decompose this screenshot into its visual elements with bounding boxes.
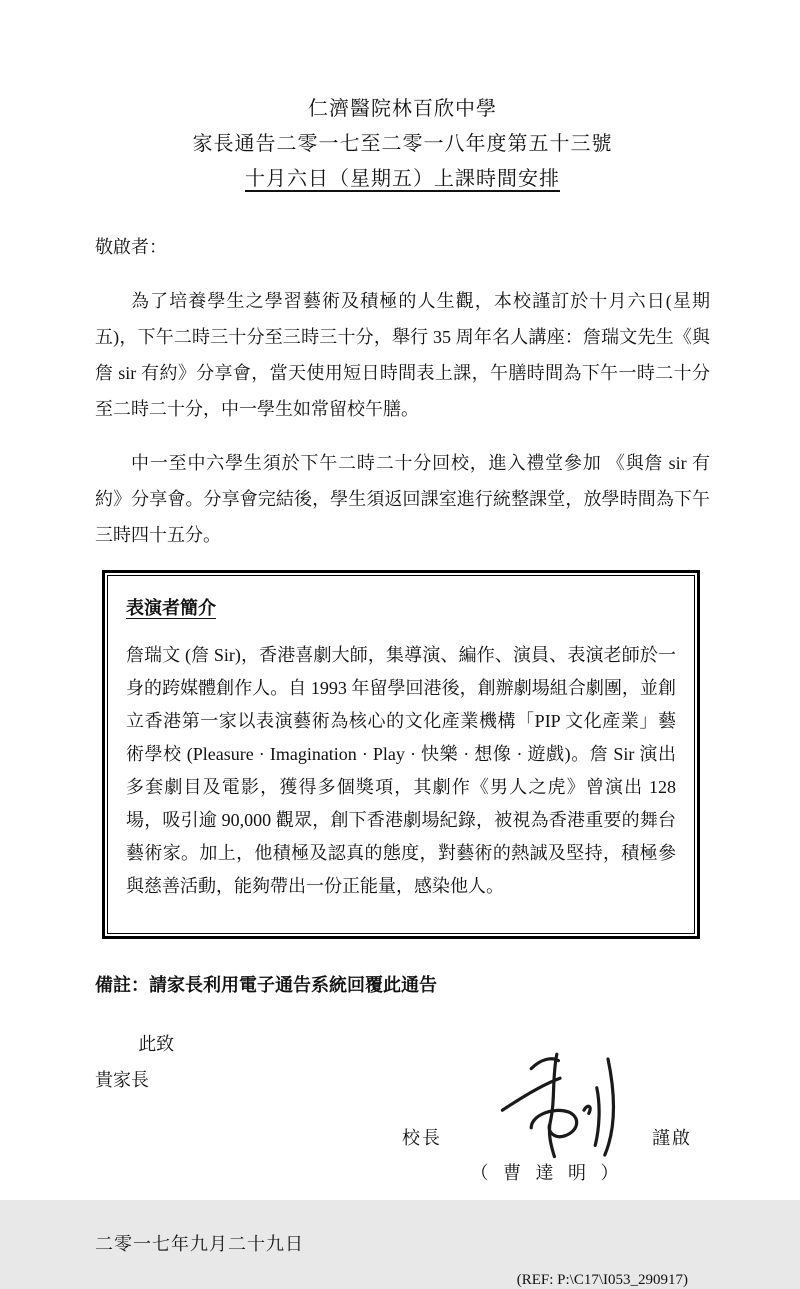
performer-intro-body: 詹瑞文 (詹 Sir)，香港喜劇大師，集導演、編作、演員、表演老師於一身的跨媒體創作人。自 1993 年留學回港後，創辦劇場組合劇團，並創立香港第一家以表演藝術為核心的文化產業機構「PIP 文化產業」藝術學校 (Pleasure · Imagination · Play · 快樂 · 想像 · 遊戲)。詹 Sir 演出多套劇目及電影，獲得多個獎項，其劇作《男人之虎》曾演出 128 場，吸引逾 90,000 觀眾，創下香港劇場紀錄，被視為香港重要的舞台藝術家。加上，他積極及認真的態度，對藝術的熱誠及堅持，積極參與慈善活動，能夠帶出一份正能量，感染他人。 <box>126 645 676 896</box>
notice-number: 家長通告二零一七至二零一八年度第五十三號 <box>192 133 613 155</box>
notice-header <box>95 92 710 197</box>
signature-suffix-label: 謹啟 <box>652 1128 692 1148</box>
paragraph-2: 中一至中六學生須於下午二時二十分回校，進入禮堂參加 《與詹 sir 有約》分享會。分享會完結後，學生須返回課室進行統整課堂，放學時間為下午三時四十五分。 <box>95 453 710 545</box>
principal-title-label: 校長 <box>402 1128 442 1148</box>
paragraph-1: 為了培養學生之學習藝術及積極的人生觀，本校謹訂於十月六日(星期五)，下午二時三十分至三時三十分，舉行 35 周年名人講座：詹瑞文先生《與詹 sir 有約》分享會，當天使用短日時間表上課，午膳時間為下午一時二十分至二時二十分，中一學生如常留校午膳。 <box>95 291 710 419</box>
reference-number: (REF: P:\C17\I053_290917) <box>516 1272 688 1288</box>
principal-name: （ 曹 達 明 ） <box>470 1163 624 1183</box>
notice-date: 二零一七年九月二十九日 <box>95 1234 304 1254</box>
performer-intro-box <box>107 575 695 934</box>
closing-salute: 此致 <box>138 1034 175 1054</box>
closing-addressee: 貴家長 <box>95 1070 149 1090</box>
salutation: 敬啟者： <box>95 237 167 257</box>
principal-signature-icon <box>480 1048 640 1166</box>
notice-subject: 十月六日（星期五）上課時間安排 <box>245 168 560 190</box>
school-name: 仁濟醫院林百欣中學 <box>308 98 497 120</box>
signature-block <box>95 1124 710 1186</box>
performer-intro-heading: 表演者簡介 <box>126 598 216 618</box>
remark-line: 備註：請家長利用電子通告系統回覆此通告 <box>95 975 437 995</box>
